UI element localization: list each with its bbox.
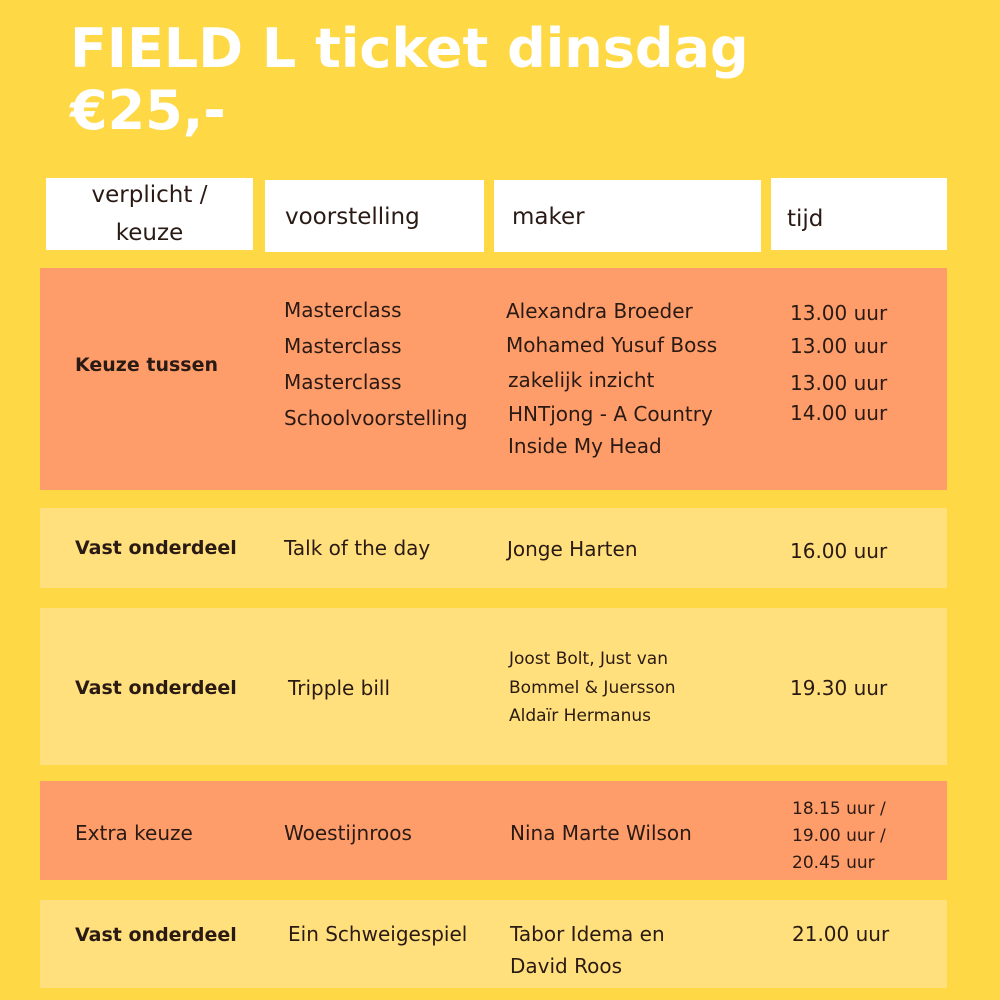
row-maker: Jonge Harten <box>507 537 638 561</box>
header-type-line: keuze <box>115 220 184 246</box>
table-row <box>40 608 947 765</box>
header-time <box>771 178 947 250</box>
row-time: 19.30 uur <box>790 676 888 700</box>
row-maker: Alexandra Broeder <box>506 299 693 323</box>
row-show: Masterclass <box>284 298 402 322</box>
row-type: Vast onderdeel <box>75 677 237 699</box>
table-row <box>40 268 947 490</box>
row-time: 13.00 uur <box>790 371 888 395</box>
row-time: 19.00 uur / <box>792 826 886 846</box>
row-time: 18.15 uur / <box>792 799 886 819</box>
row-maker: Aldaïr Hermanus <box>509 706 651 726</box>
row-maker: Tabor Idema en <box>510 922 665 946</box>
row-time: 16.00 uur <box>790 539 888 563</box>
row-maker: Joost Bolt, Just van <box>509 649 668 669</box>
table-row <box>40 508 947 588</box>
row-show: Woestijnroos <box>284 821 412 845</box>
row-time: 21.00 uur <box>792 922 890 946</box>
table-row <box>40 781 947 880</box>
row-show: Talk of the day <box>284 536 431 560</box>
header-type-line: verplicht / <box>91 182 208 208</box>
row-time: 20.45 uur <box>792 853 875 873</box>
row-show: Schoolvoorstelling <box>284 406 468 430</box>
row-maker: Nina Marte Wilson <box>510 821 692 845</box>
row-show: Masterclass <box>284 370 402 394</box>
price: €25,- <box>70 79 226 142</box>
row-type: Extra keuze <box>75 821 193 845</box>
row-show: Ein Schweigespiel <box>288 922 468 946</box>
row-type: Vast onderdeel <box>75 924 237 946</box>
row-show: Tripple bill <box>288 676 391 700</box>
page-title: FIELD L ticket dinsdag <box>70 17 749 80</box>
header-maker <box>494 180 761 252</box>
header-show <box>265 180 484 252</box>
row-show: Masterclass <box>284 334 402 358</box>
header-time-label: tijd <box>787 206 824 232</box>
row-maker: zakelijk inzicht <box>508 368 655 392</box>
header-maker-label: maker <box>512 204 585 230</box>
row-time: 14.00 uur <box>790 401 888 425</box>
row-time: 13.00 uur <box>790 334 888 358</box>
row-type: Vast onderdeel <box>75 537 237 559</box>
row-maker: HNTjong - A Country <box>508 402 713 426</box>
row-type: Keuze tussen <box>75 354 219 376</box>
header-show-label: voorstelling <box>285 204 420 230</box>
row-maker: David Roos <box>510 954 622 978</box>
table-row <box>40 900 947 988</box>
row-time: 13.00 uur <box>790 301 888 325</box>
row-maker: Bommel & Juersson <box>509 678 676 698</box>
row-maker: Mohamed Yusuf Boss <box>506 333 718 357</box>
row-maker: Inside My Head <box>508 434 662 458</box>
header-type <box>46 178 253 250</box>
